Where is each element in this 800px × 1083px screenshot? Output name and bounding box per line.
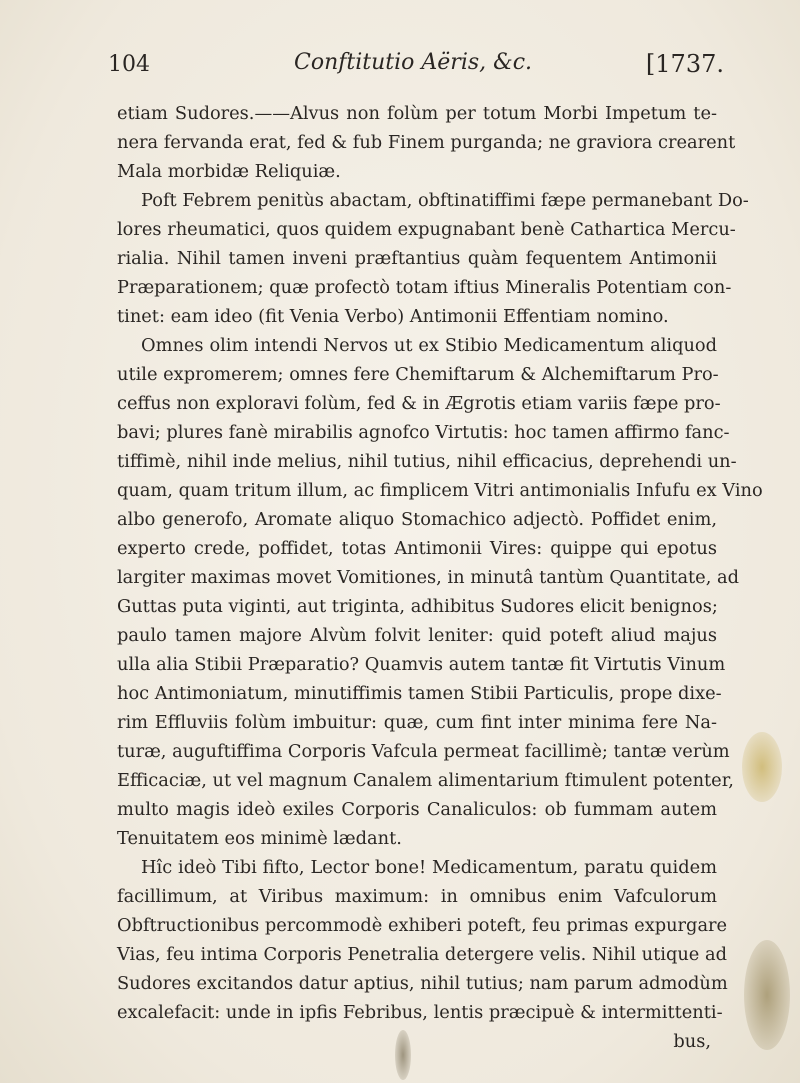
page-text <box>117 99 763 1056</box>
text-line: rialia. Nihil tamen inveni præftantius quàm fequentem Antimonii <box>117 248 717 269</box>
text-line: hoc Antimoniatum, minutiffimis tamen Stibii Particulis, prope dixe- <box>117 683 722 704</box>
paper-stain <box>744 940 790 1050</box>
text-line: ceffus non exploravi folùm, fed & in Ægrotis etiam variis fæpe pro- <box>117 393 721 414</box>
text-line: tiffimè, nihil inde melius, nihil tutius, nihil efficacius, deprehendi un- <box>117 451 737 472</box>
text-line: Omnes olim intendi Nervos ut ex Stibio Medicamentum aliquod <box>141 335 717 356</box>
text-line: turæ, auguftiffima Corporis Vafcula permeat facillimè; tantæ verùm <box>117 741 730 762</box>
text-line: largiter maximas movet Vomitiones, in minutâ tantùm Quantitate, ad <box>117 567 739 588</box>
page-header <box>108 50 728 84</box>
paper-stain <box>742 732 782 802</box>
text-line: multo magis ideò exiles Corporis Canaliculos: ob fummam autem <box>117 799 717 820</box>
paper-stain <box>395 1030 411 1080</box>
text-line: albo generofo, Aromate aliquo Stomachico adjectò. Poffidet enim, <box>117 509 717 530</box>
text-line: tinet: eam ideo (fit Venia Verbo) Antimonii Effentiam nomino. <box>117 306 669 327</box>
text-line: Mala morbidæ Reliquiæ. <box>117 161 341 182</box>
text-line: utile expromerem; omnes fere Chemiftarum & Alchemiftarum Pro- <box>117 364 719 385</box>
text-line: Sudores excitandos datur aptius, nihil tutius; nam parum admodùm <box>117 973 728 994</box>
text-line: lores rheumatici, quos quidem expugnabant benè Cathartica Mercu- <box>117 219 736 240</box>
text-line: Efficaciæ, ut vel magnum Canalem alimentarium ftimulent potenter, <box>117 770 734 791</box>
text-line: paulo tamen majore Alvùm folvit leniter: quid poteft aliud majus <box>117 625 717 646</box>
text-line: Tenuitatem eos minimè lædant. <box>117 828 402 849</box>
text-line: excalefacit: unde in ipfis Febribus, lentis præcipuè & intermittenti- <box>117 1002 723 1023</box>
text-line: rim Effluviis folùm imbuitur: quæ, cum fint inter minima fere Na- <box>117 712 717 733</box>
page-number: 104 <box>108 52 150 77</box>
text-line: Poft Febrem penitùs abactam, obftinatiffimi fæpe permanebant Do- <box>141 190 749 211</box>
text-line: ulla alia Stibii Præparatio? Quamvis autem tantæ fit Virtutis Vinum <box>117 654 726 675</box>
text-line: quam, quam tritum illum, ac fimplicem Vitri antimonialis Infufu ex Vino <box>117 480 763 501</box>
catchword: bus, <box>673 1031 711 1052</box>
text-line: Obftructionibus percommodè exhiberi poteft, feu primas expurgare <box>117 915 728 936</box>
running-title: Conftitutio Aëris, &c. <box>294 50 533 75</box>
text-line: bavi; plures fanè mirabilis agnofco Virtutis: hoc tamen affirmo fanc- <box>117 422 730 443</box>
text-line: facillimum, at Viribus maximum: in omnibus enim Vafculorum <box>117 886 717 907</box>
text-line: Hîc ideò Tibi fifto, Lector bone! Medicamentum, paratu quidem <box>141 857 717 878</box>
text-line: Guttas puta viginti, aut triginta, adhibitus Sudores elicit benignos; <box>117 596 718 617</box>
text-line: experto crede, poffidet, totas Antimonii Vires: quippe qui epotus <box>117 538 717 559</box>
text-line: Præparationem; quæ profectò totam iftius Mineralis Potentiam con- <box>117 277 732 298</box>
text-line: etiam Sudores.——Alvus non folùm per totum Morbi Impetum te- <box>117 103 717 124</box>
text-line: Vias, feu intima Corporis Penetralia detergere velis. Nihil utique ad <box>117 944 727 965</box>
text-line: nera fervanda erat, fed & fub Finem purganda; ne graviora crearent <box>117 132 736 153</box>
year-heading: [1737. <box>645 50 724 78</box>
